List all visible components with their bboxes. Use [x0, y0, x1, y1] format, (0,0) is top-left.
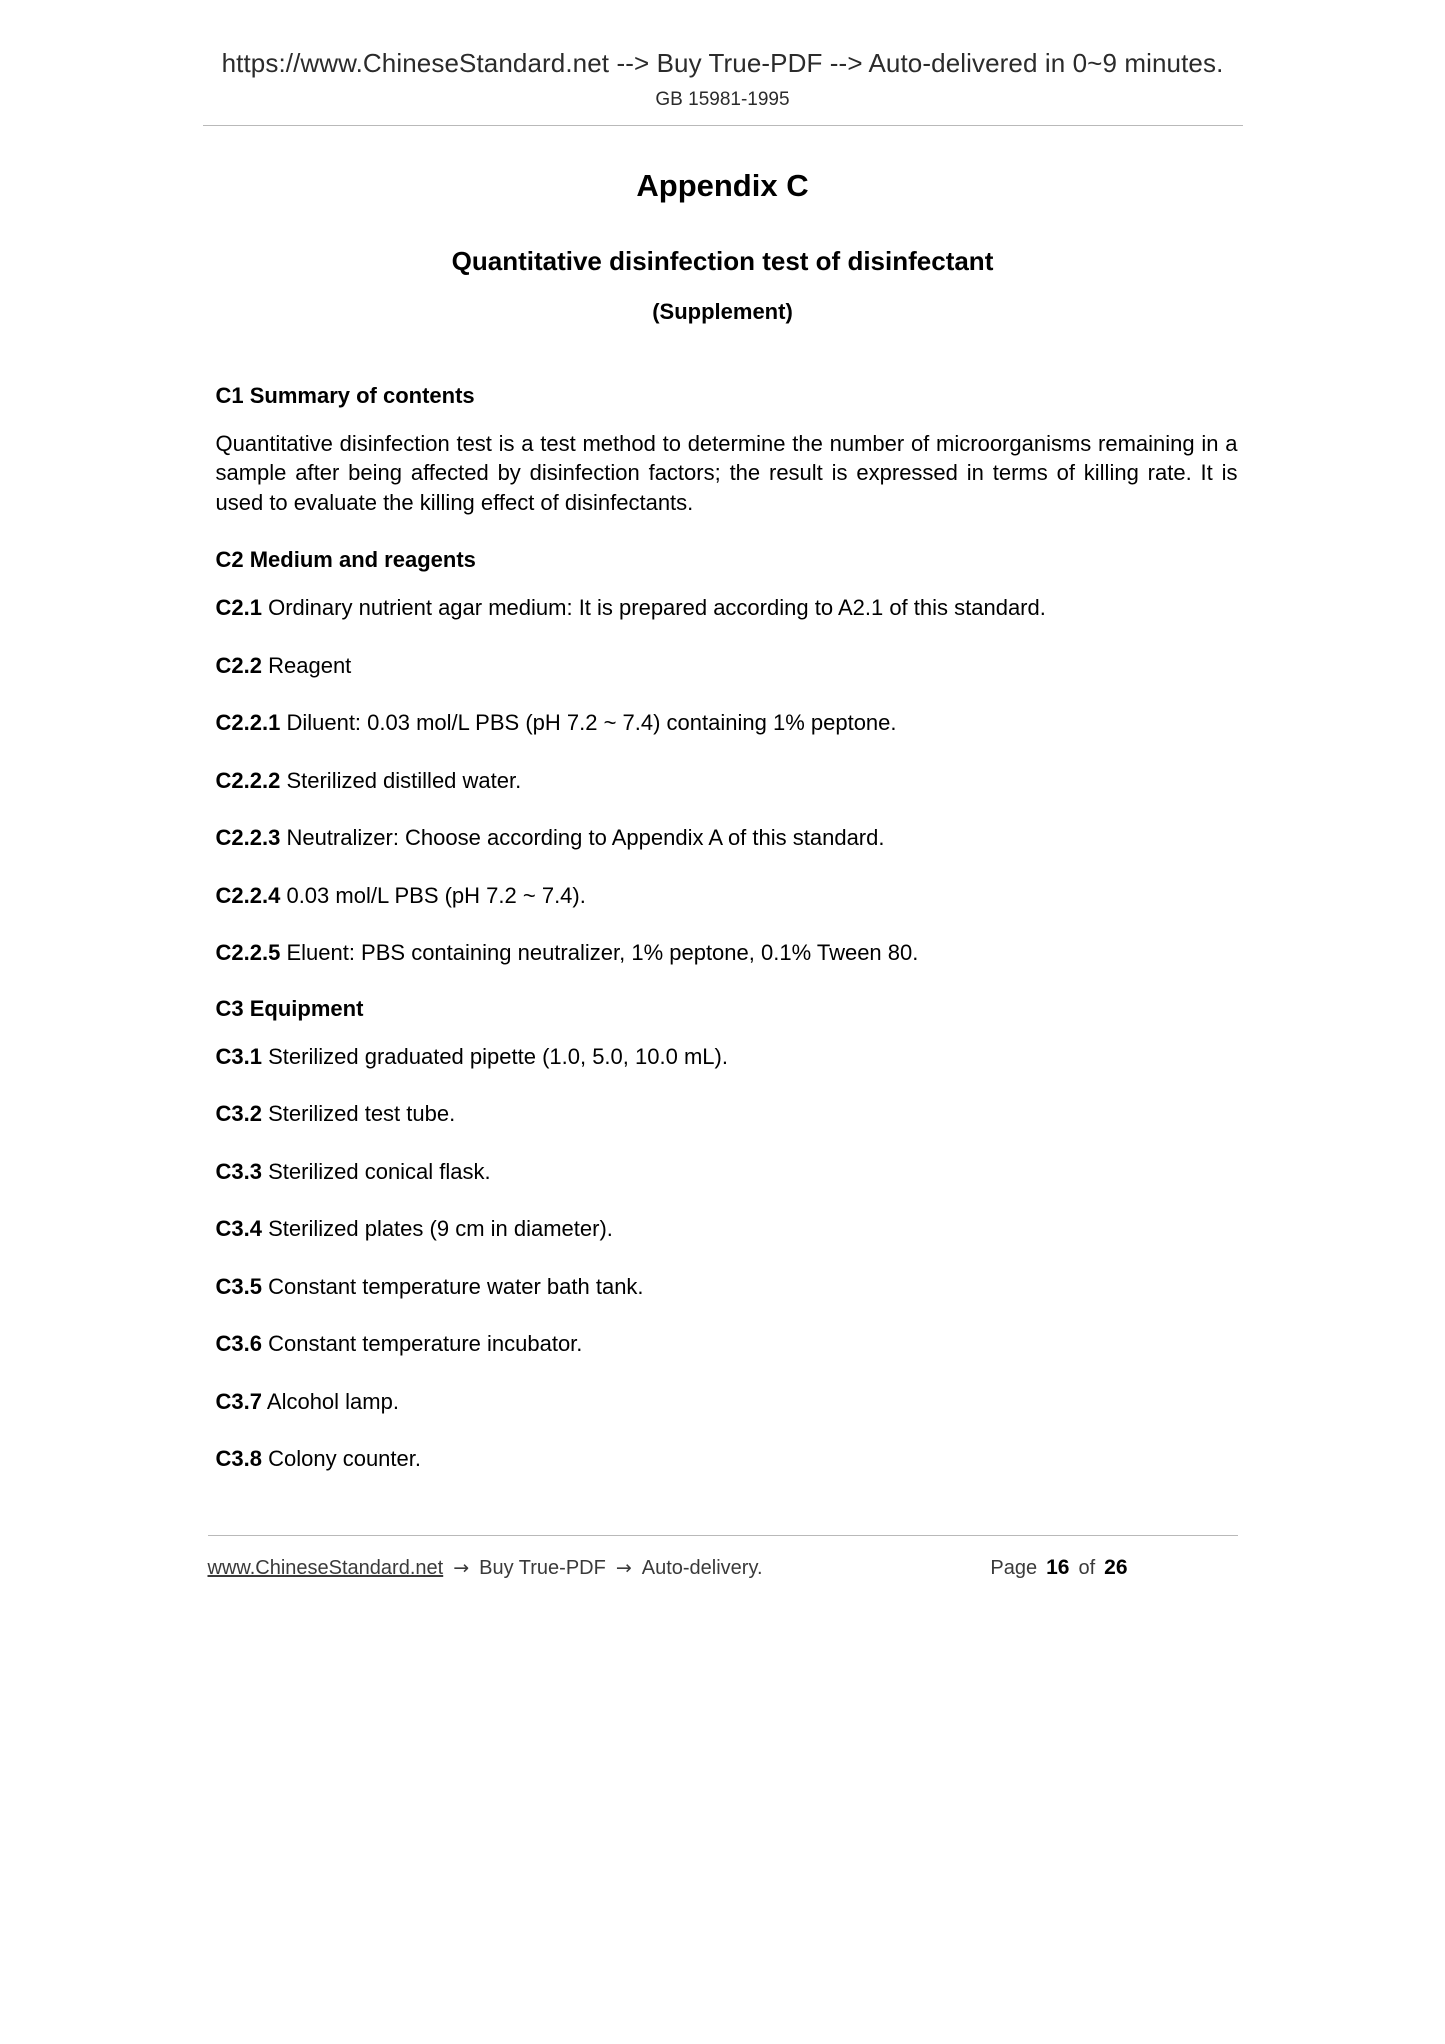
page-title: Appendix C [636, 168, 809, 203]
clause-c3-8 [208, 1444, 1238, 1473]
clause-text: Diluent: 0.03 mol/L PBS (pH 7.2 ~ 7.4) containing 1% peptone. [286, 710, 897, 736]
clause-label: C3.3 [215, 1158, 262, 1184]
page-word-label: Page [990, 1557, 1038, 1580]
clause-text: 0.03 mol/L PBS (pH 7.2 ~ 7.4). [286, 882, 586, 908]
clause-text: Sterilized distilled water. [286, 767, 522, 793]
clause-text: Ordinary nutrient agar medium: It is prepared according to A2.1 of this standard. [268, 595, 1046, 621]
clause-c3-2 [208, 1099, 1238, 1128]
clause-label: C3.4 [215, 1216, 262, 1242]
clause-label: C2.2.5 [215, 940, 281, 966]
page-supplement-label: (Supplement) [652, 299, 793, 324]
clause-c3-1 [208, 1042, 1238, 1071]
clause-label: C2.2.4 [215, 882, 281, 908]
footer-pagination [990, 1556, 1237, 1580]
clause-label: C2.2 [215, 652, 262, 678]
clause-text: Reagent [268, 652, 352, 678]
clause-label: C2.2.3 [215, 825, 281, 851]
clause-label: C3.5 [215, 1273, 262, 1299]
footer-delivery-label: Auto-delivery. [641, 1557, 763, 1580]
clause-text: Sterilized graduated pipette (1.0, 5.0, 10.0 mL). [268, 1043, 728, 1069]
clause-text: Sterilized conical flask. [268, 1158, 491, 1184]
section-heading-c1: C1 Summary of contents [215, 383, 475, 408]
clause-label: C3.1 [215, 1043, 262, 1069]
clause-c3-3 [208, 1157, 1238, 1186]
clause-c2-2-3 [208, 823, 1238, 852]
clause-label: C3.2 [215, 1101, 262, 1127]
arrow-right-icon: → [453, 1557, 470, 1580]
clause-text: Eluent: PBS containing neutralizer, 1% peptone, 0.1% Tween 80. [286, 940, 919, 966]
clause-c2-1 [208, 593, 1238, 622]
clause-label: C2.1 [215, 595, 262, 621]
clause-label: C3.6 [215, 1331, 262, 1357]
clause-c2-2 [208, 651, 1238, 680]
footer-left-group [208, 1557, 763, 1580]
clause-c3-5 [208, 1272, 1238, 1301]
header-standard-code: GB 15981-1995 [655, 89, 790, 110]
clause-text: Constant temperature water bath tank. [268, 1273, 644, 1299]
total-page-number: 26 [1104, 1556, 1128, 1580]
of-word-label: of [1078, 1557, 1096, 1580]
section-heading-c2: C2 Medium and reagents [215, 547, 476, 573]
clause-label: C2.2.1 [215, 710, 281, 736]
page-subtitle: Quantitative disinfection test of disinfectant [451, 246, 994, 276]
footer-site-link[interactable]: www.ChineseStandard.net [207, 1557, 444, 1580]
arrow-right-icon: → [615, 1557, 632, 1580]
clause-text: Alcohol lamp. [266, 1388, 399, 1414]
footer-divider [208, 1535, 1238, 1536]
clause-c2-2-2 [208, 766, 1238, 795]
header-promo-line: https://www.ChineseStandard.net --> Buy True-PDF --> Auto-delivered in 0~9 minutes. [221, 48, 1224, 78]
clause-text: Sterilized test tube. [268, 1101, 456, 1127]
clause-c3-6 [208, 1329, 1238, 1358]
clause-label: C3.8 [215, 1445, 262, 1471]
clause-label: C2.2.2 [215, 767, 281, 793]
footer-buy-label: Buy True-PDF [479, 1557, 606, 1580]
clause-text: Neutralizer: Choose according to Appendix A of this standard. [286, 825, 885, 851]
clause-c2-2-1 [208, 708, 1238, 737]
current-page-number: 16 [1046, 1556, 1070, 1580]
clause-text: Sterilized plates (9 cm in diameter). [268, 1216, 613, 1242]
clause-c2-2-4 [208, 881, 1238, 910]
footer-row [208, 1556, 1238, 1580]
clause-text: Colony counter. [268, 1445, 421, 1471]
section-body-c1: Quantitative disinfection test is a test method to determine the number of microorganisms remaining in a sample after being affected by disinfection factors; the result is expressed in terms of killing rate. It is used to evaluate the killing effect of disinfectants. [215, 431, 1238, 515]
clause-text: Constant temperature incubator. [268, 1331, 583, 1357]
document-content [208, 126, 1238, 1519]
clause-c3-4 [208, 1214, 1238, 1243]
section-heading-c3: C3 Equipment [215, 995, 364, 1021]
clause-label: C3.7 [215, 1388, 262, 1414]
clause-c3-7 [208, 1387, 1238, 1416]
clause-c2-2-5 [208, 938, 1238, 967]
page-footer [208, 1519, 1238, 1634]
